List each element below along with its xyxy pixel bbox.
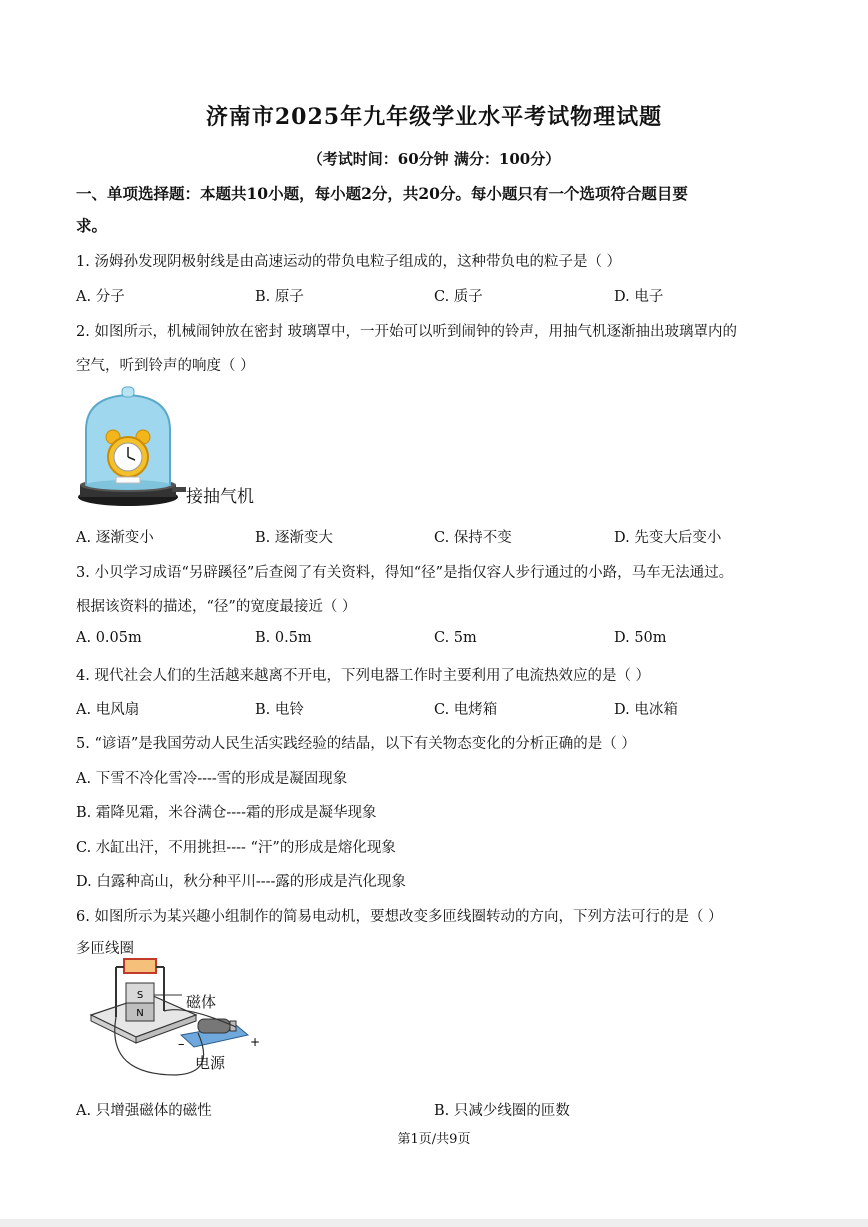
q3-stem-line2: 根据该资料的描述，“径”的宽度最接近（ ） [76,599,357,615]
q2-stem-line1: 2. 如图所示，机械闹钟放在密封 玻璃罩中，一开始可以听到闹钟的铃声，用抽气机逐渐抽出玻璃罩内的 [76,324,738,340]
q3-option-d: D. 50m [614,630,667,646]
q6-option-b: B. 只减少线圈的匝数 [434,1103,570,1119]
q3-stem-line1: 3. 小贝学习成语“另辟蹊径”后查阅了有关资料，得知“径”是指仅容人步行通过的小路，马车无法通过。 [76,565,734,581]
q5-option-d: D. 白露种高山，秋分种平川----露的形成是汽化现象 [76,874,406,890]
q5-option-a: A. 下雪不冷化雪冷----雪的形成是凝固现象 [76,771,348,787]
q4-option-a: A. 电风扇 [76,702,140,718]
bottom-edge [0,1219,868,1227]
q1-stem: 1. 汤姆孙发现阴极射线是由高速运动的带负电粒子组成的，这种带负电的粒子是（ ） [76,254,622,270]
q5-stem: 5. “谚语”是我国劳动人民生活实践经验的结晶，以下有关物态变化的分析正确的是（ ） [76,736,636,752]
q2-option-a: A. 逐渐变小 [76,530,154,546]
q2-option-b: B. 逐渐变大 [255,530,333,546]
q2-option-c: C. 保持不变 [434,530,512,546]
coil-label: 多匝线圈 [76,941,134,957]
exam-title: 济南市2025年九年级学业水平考试物理试题 [205,104,663,130]
q4-option-b: B. 电铃 [255,702,304,718]
bell-jar-figure [76,385,186,510]
pole-s-label: S [136,990,144,1001]
pump-label: 接抽气机 [186,487,254,507]
q4-option-c: C. 电烤箱 [434,702,498,718]
exam-subtitle: （考试时间：60分钟 满分：100分） [307,150,561,168]
q1-option-a: A. 分子 [76,289,125,305]
power-label: 电源 [195,1054,226,1072]
q2-stem-line2: 空气，听到铃声的响度（ ） [76,358,255,374]
plus-sign: + [250,1035,261,1049]
pole-n-label: N [136,1008,144,1019]
q1-option-c: C. 质子 [434,289,483,305]
q1-option-d: D. 电子 [614,289,664,305]
q2-option-d: D. 先变大后变小 [614,530,722,546]
q6-stem: 6. 如图所示为某兴趣小组制作的简易电动机，要想改变多匝线圈转动的方向，下列方法可行的是（ ） [76,909,723,925]
magnet-label: 磁体 [186,993,217,1011]
motor-figure [86,955,266,1085]
section-heading-cont: 求。 [76,216,108,235]
section-heading: 一、单项选择题：本题共10小题，每小题2分，共20分。每小题只有一个选项符合题目要 [76,184,688,203]
q5-option-c: C. 水缸出汗，不用挑担---- “汗”的形成是熔化现象 [76,840,396,856]
q4-option-d: D. 电冰箱 [614,702,678,718]
minus-sign: – [178,1037,185,1052]
q3-option-a: A. 0.05m [76,630,142,646]
page-footer: 第1页/共9页 [397,1132,471,1147]
q5-option-b: B. 霜降见霜，米谷满仓----霜的形成是凝华现象 [76,805,377,821]
q1-option-b: B. 原子 [255,289,304,305]
q6-option-a: A. 只增强磁体的磁性 [76,1103,212,1119]
q3-option-b: B. 0.5m [255,630,312,646]
q4-stem: 4. 现代社会人们的生活越来越离不开电，下列电器工作时主要利用了电流热效应的是（ ） [76,668,651,684]
q3-option-c: C. 5m [434,630,477,646]
